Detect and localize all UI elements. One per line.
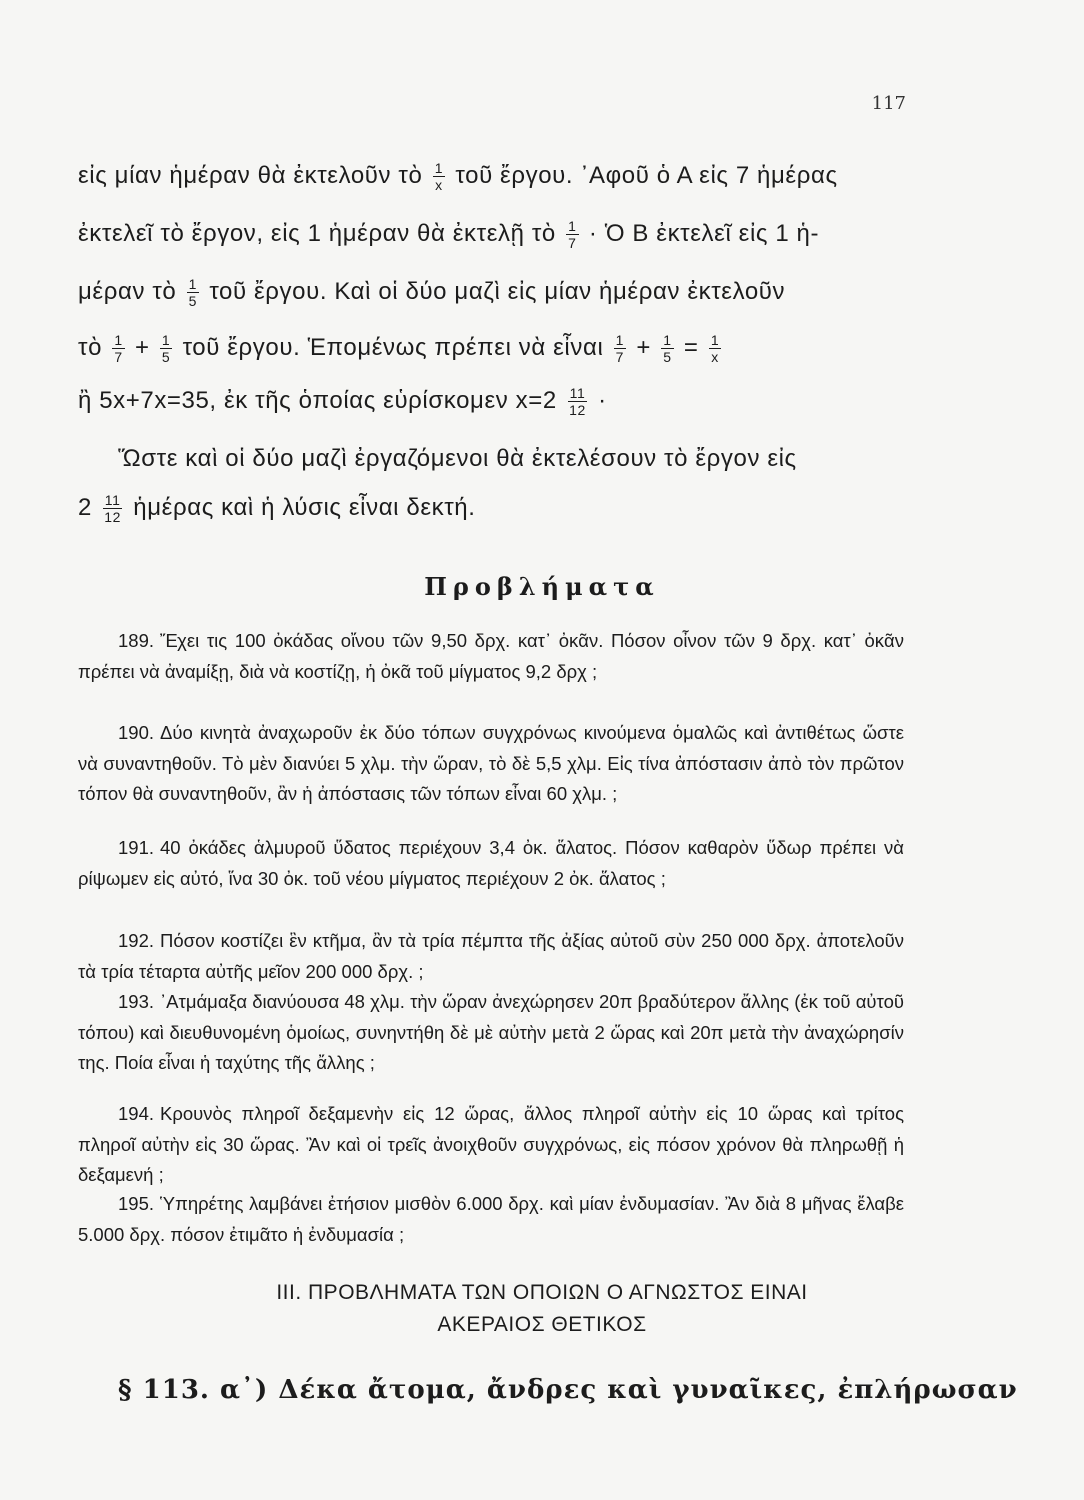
text-segment: τοῦ ἔργου. Ἑπομένως πρέπει νὰ εἶναι [182, 333, 604, 361]
text-line-1 [78, 160, 908, 193]
page-number: 117 [871, 93, 906, 114]
problem-number: 195. [118, 1193, 155, 1214]
paragraph-start: § 113. α᾽) Δέκα ἄτομα, ἄνδρες καὶ γυναῖκες, ἐπλήρωσαν [118, 1375, 1018, 1405]
problem-191 [78, 833, 904, 894]
numerator: 1 [434, 160, 444, 176]
text-line-3 [78, 276, 908, 309]
fraction [709, 332, 721, 365]
text-segment: · Ὁ Β ἐκτελεῖ εἰς 1 ἡ- [588, 219, 820, 247]
numerator: 1 [188, 276, 198, 292]
denominator: x [435, 177, 443, 193]
fraction [614, 332, 626, 365]
problem-number: 189. [118, 630, 155, 651]
plus-sign: + [636, 333, 651, 361]
text-line-6 [118, 445, 908, 473]
problem-195 [78, 1189, 904, 1250]
problems-heading: Προβλήματα [424, 572, 660, 601]
numerator: 11 [569, 385, 586, 401]
numerator: 1 [568, 218, 577, 234]
problem-number: 192. [118, 930, 155, 951]
text-line-4 [78, 332, 908, 365]
text-segment: τοῦ ἔργου. Καὶ οἱ δύο μαζὶ εἰς μίαν ἡμέραν ἐκτελοῦν [209, 277, 786, 305]
problem-text: Δύο κινητὰ ἀναχωροῦν ἐκ δύο τόπων συγχρόνως κινούμενα ὁμαλῶς καὶ ἀντιθέτως ὥστε νὰ συναντηθοῦν. Τὸ μὲν διανύει 5 χλμ. τὴν ὥραν, τὸ δὲ 5,5 χλμ. Εἰς τίνα ἀπόστασιν ἀπὸ τὸν πρῶτον τόπον θὰ συναντηθοῦν, ἂν ἡ ἀπόστασις τῶν τόπων εἶναι 60 χλμ. ; [78, 722, 904, 805]
fraction [187, 276, 199, 309]
text-segment: εἰς μίαν ἡμέραν θὰ ἐκτελοῦν τὸ [78, 161, 423, 189]
denominator: 5 [188, 293, 198, 309]
numerator: 1 [663, 332, 672, 348]
numerator: 1 [710, 332, 720, 348]
denominator: x [711, 349, 719, 365]
fraction [566, 218, 578, 251]
denominator: 7 [114, 349, 123, 365]
denominator: 12 [569, 402, 586, 418]
fraction [102, 492, 123, 525]
text-segment: · [598, 386, 607, 414]
section-title-line-1: ΙΙΙ. ΠΡΟΒΛΗΜΑΤΑ ΤΩΝ ΟΠΟΙΩΝ Ο ΑΓΝΩΣΤΟΣ ΕΙΝΑΙ [276, 1281, 808, 1304]
problem-text: 40 ὀκάδες ἁλμυροῦ ὕδατος περιέχουν 3,4 ὀκ. ἅλατος. Πόσον καθαρὸν ὕδωρ πρέπει νὰ ρίψωμεν εἰς αὐτό, ἵνα 30 ὀκ. τοῦ νέου μίγματος περιέχουν 2 ὀκ. ἅλατος ; [78, 837, 904, 889]
text-segment: Ὥστε καὶ οἱ δύο μαζὶ ἐργαζόμενοι θὰ ἐκτελέσουν τὸ ἔργον εἰς [118, 445, 797, 472]
problem-number: 194. [118, 1103, 155, 1124]
problem-number: 191. [118, 837, 155, 858]
problem-text: Ὑπηρέτης λαμβάνει ἐτήσιον μισθὸν 6.000 δρχ. καὶ μίαν ἐνδυμασίαν. Ἂν διὰ 8 μῆνας ἔλαβε 5.000 δρχ. πόσον ἐτιμᾶτο ἡ ἐνδυμασία ; [78, 1193, 904, 1245]
problem-190 [78, 718, 904, 810]
section-title-line-2: ΑΚΕΡΑΙΟΣ ΘΕΤΙΚΟΣ [437, 1313, 647, 1336]
fraction [433, 160, 445, 193]
problem-text: ᾽Ατμάμαξα διανύουσα 48 χλμ. τὴν ὥραν ἀνεχώρησεν 20π βραδύτερον ἄλλης (ἐκ τοῦ αὐτοῦ τόπου) καὶ διευθυνομένη ὁμοίως, συνηντήθη δὲ μὲ αὐτὴν μετὰ 2 ὥρας καὶ 20π μετὰ τὴν ἀναχώρησίν της. Ποία εἶναι ἡ ταχύτης τῆς ἄλλης ; [78, 991, 904, 1074]
text-segment: τοῦ ἔργου. ᾽Αφοῦ ὁ Α εἰς 7 ἡμέρας [455, 161, 838, 189]
problem-193 [78, 987, 904, 1079]
numerator: 11 [104, 492, 121, 508]
problem-number: 193. [118, 991, 155, 1012]
text-segment: μέραν τὸ [78, 277, 177, 305]
denominator: 12 [104, 509, 122, 525]
problem-number: 190. [118, 722, 155, 743]
text-segment: 2 [78, 493, 92, 521]
numerator: 1 [161, 332, 171, 348]
problem-192 [78, 926, 904, 987]
equals-sign: = [683, 333, 699, 361]
problem-text: Ἔχει τις 100 ὀκάδας οἴνου τῶν 9,50 δρχ. κατ᾽ ὀκᾶν. Πόσον οἶνον τῶν 9 δρχ. κατ᾽ ὀκᾶν πρέπει νὰ ἀναμίξῃ, διὰ νὰ κοστίζῃ, ἡ ὀκᾶ τοῦ μίγματος 9,2 δρχ ; [78, 630, 904, 682]
problem-194 [78, 1099, 904, 1191]
text-segment: ἢ 5x+7x=35, ἐκ τῆς ὁποίας εὑρίσκομεν x=2 [78, 386, 557, 414]
problem-text: Κρουνὸς πληροῖ δεξαμενὴν εἰς 12 ὥρας, ἄλλος πληροῖ αὐτὴν εἰς 10 ὥρας καὶ τρίτος πληροῖ αὐτὴν εἰς 30 ὥρας. Ἂν καὶ οἱ τρεῖς ἀνοιχθοῦν συγχρόνως, εἰς πόσον χρόνον θὰ πληρωθῇ ἡ δεξαμενή ; [78, 1103, 904, 1186]
text-line-2 [78, 218, 908, 251]
text-line-5 [78, 385, 908, 418]
problem-189 [78, 626, 904, 687]
denominator: 5 [663, 349, 672, 365]
plus-sign: + [134, 333, 150, 361]
numerator: 1 [615, 332, 625, 348]
denominator: 7 [615, 349, 625, 365]
denominator: 7 [568, 235, 577, 251]
fraction [160, 332, 172, 365]
problem-text: Πόσον κοστίζει ἓν κτῆμα, ἂν τὰ τρία πέμπτα τῆς ἀξίας αὐτοῦ σὺν 250 000 δρχ. ἀποτελοῦν τὰ τρία τέταρτα αὐτῆς μεῖον 200 000 δρχ. ; [78, 930, 904, 982]
numerator: 1 [114, 332, 123, 348]
text-segment: τὸ [78, 333, 103, 361]
denominator: 5 [161, 349, 171, 365]
fraction [661, 332, 673, 365]
text-segment: ἐκτελεῖ τὸ ἔργον, εἰς 1 ἡμέραν θὰ ἐκτελῇ τὸ [78, 219, 556, 247]
text-line-7 [78, 492, 908, 525]
fraction [112, 332, 124, 365]
text-segment: ἡμέρας καὶ ἡ λύσις εἶναι δεκτή. [133, 493, 476, 521]
fraction [567, 385, 588, 418]
